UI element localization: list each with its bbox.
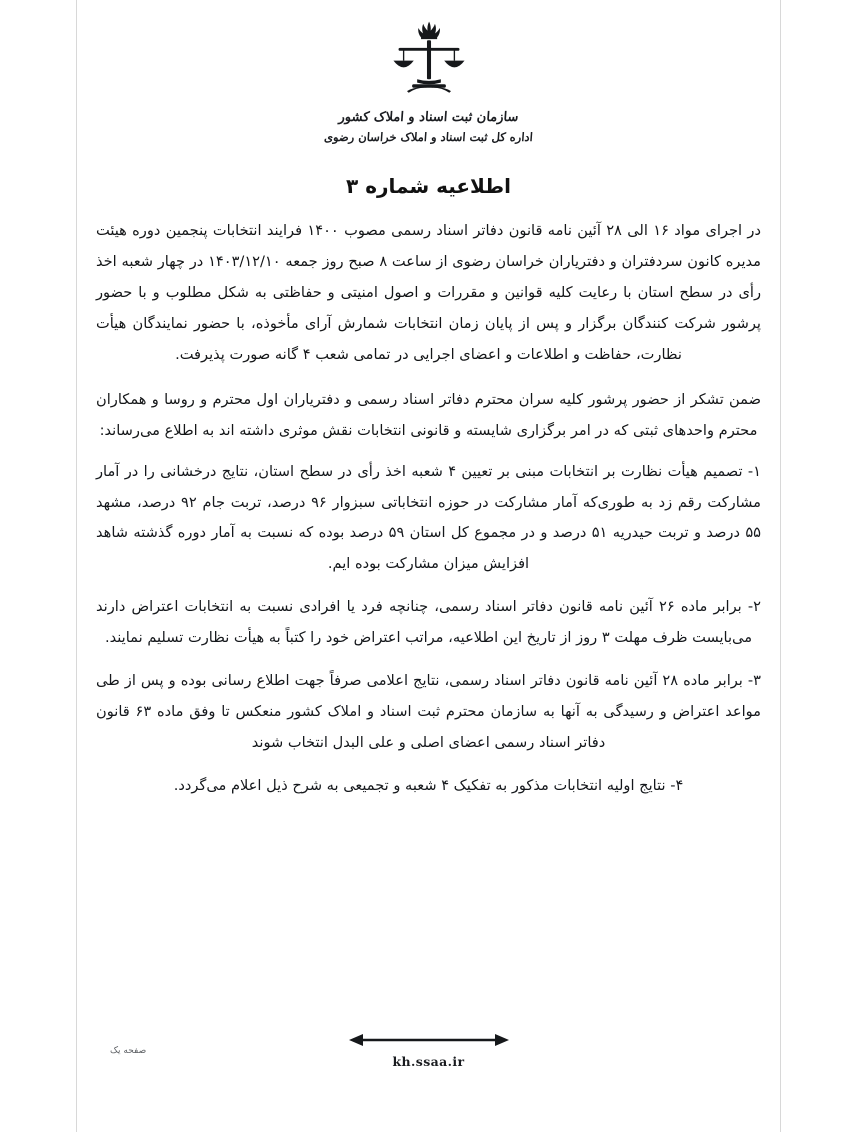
double-headed-arrow-icon	[349, 1032, 509, 1048]
paragraph-intro: در اجرای مواد ۱۶ الی ۲۸ آئین نامه قانون دفاتر اسناد رسمی مصوب ۱۴۰۰ فرایند انتخابات پنجمین دوره هیئت مدیره کانون سردفتران و دفتریاران خراسان رضوی از ساعت ۸ صبح روز جمعه ۱۴۰۳/۱۲/۱۰ در چهار شعبه اخذ رأی در سطح استان با رعایت کلیه قوانین و مقررات و اصول امنیتی و حفاظتی به شکل مطلوب و با حضور پرشور شرکت کنندگان برگزار و پس از پایان زمان انتخابات شمارش آرای مأخوذه، با حضور نمایندگان هیأت نظارت، حفاظت و اطلاعات و اعضای اجرایی در تمامی شعب ۴ گانه صورت پذیرفت.	[96, 222, 761, 363]
organization-name-line-2: اداره کل ثبت اسناد و املاک خراسان رضوی	[323, 130, 534, 144]
page-title: اطلاعیه شماره ۳	[346, 174, 511, 198]
numbered-item-4: ۴- نتایج اولیه انتخابات مذکور به تفکیک ۴ شعبه و تجمیعی به شرح ذیل اعلام می‌گردد.	[173, 777, 684, 794]
footer-website-url: kh.ssaa.ir	[392, 1054, 465, 1069]
numbered-item-2: ۲- برابر ماده ۲۶ آئین نامه قانون دفاتر اسناد رسمی، چنانچه فرد یا افرادی نسبت به انتخابات اعتراض دارند می‌بایست ظرف مهلت ۳ روز از تاریخ این اطلاعیه، مراتب اعتراض خود را کتباً به هیأت نظارت تسلیم نمایند.	[96, 598, 761, 647]
organization-name-line-1: سازمان ثبت اسناد و املاک کشور	[338, 110, 519, 125]
paragraph-acknowledgement: ضمن تشکر از حضور پرشور کلیه سران محترم دفاتر اسناد رسمی و دفتریاران اول محترم و روسا و همکاران محترم واحدهای ثبتی که در امر برگزاری شایسته و قانونی انتخابات نقش موثری داشته اند به اطلاع می‌رساند:	[96, 390, 761, 439]
judiciary-scales-emblem-icon	[386, 20, 472, 108]
numbered-item-1: ۱- تصمیم هیأت نظارت بر انتخابات مبنی بر تعیین ۴ شعبه اخذ رأی در سطح استان، نتایج درخشانی را در آمار مشارکت رقم زد به طوری‌که آمار مشارکت در حوزه انتخاباتی سبزوار ۹۶ درصد، تربت جام ۹۲ درصد، مشهد ۵۵ درصد و تربت حیدریه ۵۱ درصد و در مجموع کل استان ۵۹ درصد بوده که نسبت به آمار دوره گذشته شاهد افزایش میزان مشارکت بوده ایم.	[96, 462, 762, 573]
document-footer	[0, 1024, 857, 1084]
numbered-item-3: ۳- برابر ماده ۲۸ آئین نامه قانون دفاتر اسناد رسمی، نتایج اعلامی صرفاً جهت اطلاع رسانی بوده و پس از طی مواعد اعتراض و رسیدگی به آنها به سازمان محترم ثبت اسناد و املاک کشور منعکس تا وفق ماده ۶۳ قانون دفاتر اسناد رسمی اعضای اصلی و علی البدل انتخاب شوند	[96, 672, 761, 752]
letterhead	[96, 20, 761, 144]
page-number-label: صفحه یک	[110, 1046, 147, 1056]
